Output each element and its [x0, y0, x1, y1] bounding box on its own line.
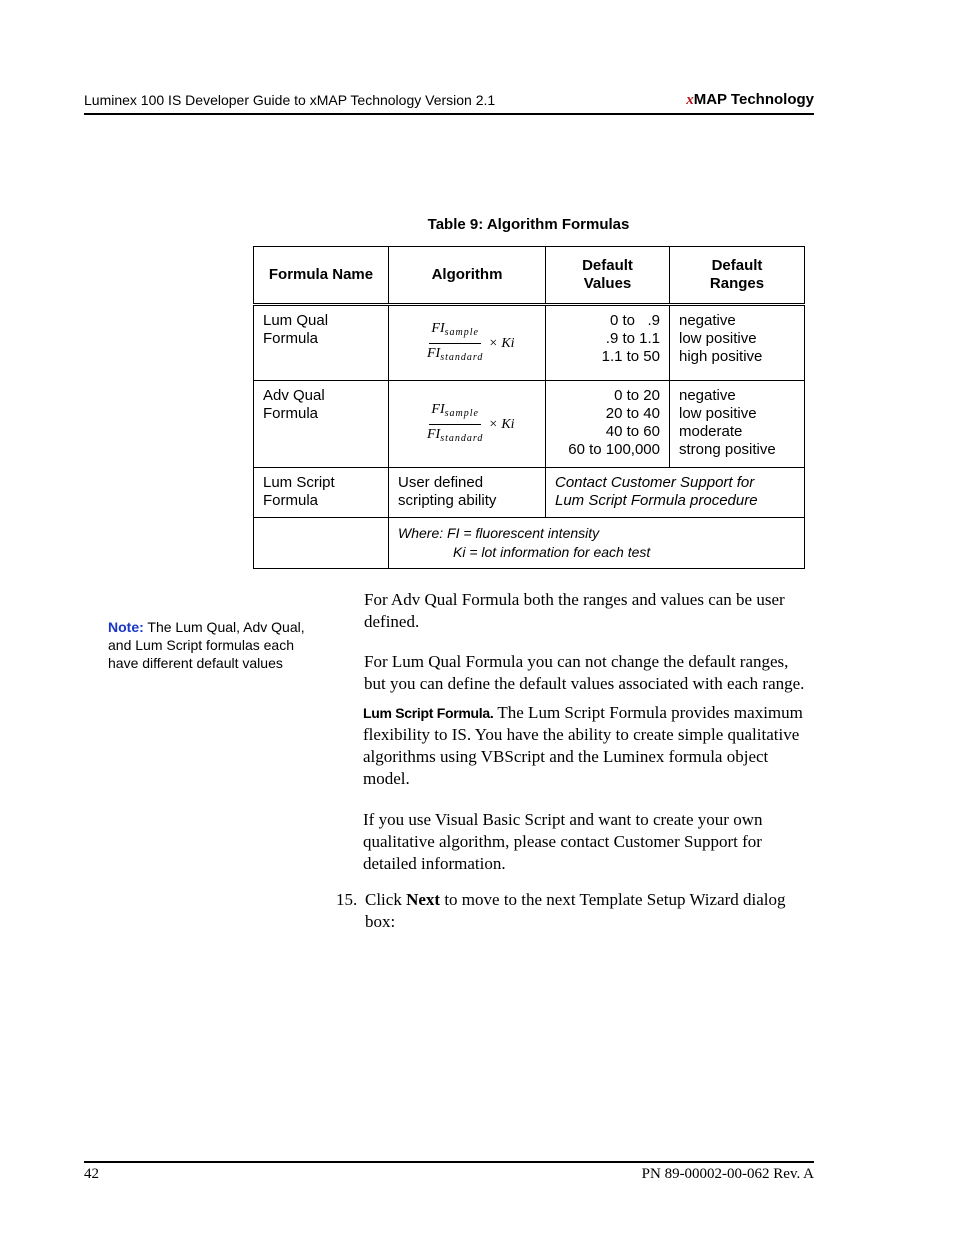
formula-name-cell: Adv Qual Formula: [254, 381, 389, 468]
algorithm-formula-cell: [389, 381, 546, 468]
col-header-default-values: Default Values: [546, 247, 670, 305]
formula-name-cell: Lum Script Formula: [254, 468, 389, 518]
ratio-formula: [425, 320, 515, 367]
table-footnote-row: [254, 518, 805, 569]
note-text: The Lum Qual, Adv Qual, and Lum Script formulas each have different default values: [108, 619, 305, 671]
value-line: 60 to 100,000: [568, 441, 660, 458]
paragraph-runin-heading: Lum Script Formula.: [363, 705, 494, 721]
margin-note: [108, 618, 328, 672]
where-line-ki: Ki = lot information for each test: [453, 544, 651, 560]
step-text-post: to move to the next Template Setup Wizard dialog box:: [365, 890, 786, 931]
numerator: FI: [431, 321, 445, 336]
running-header-brand: [686, 91, 814, 109]
range-line: low positive: [679, 330, 757, 347]
default-ranges-cell: [670, 381, 805, 468]
range-line: negative: [679, 387, 736, 404]
ratio-formula: [425, 401, 515, 448]
denominator-subscript: standard: [440, 352, 484, 363]
value-line: 20 to 40: [605, 405, 660, 422]
factor: Ki: [501, 416, 515, 432]
times-symbol: ×: [489, 335, 498, 351]
range-line: strong positive: [679, 441, 776, 458]
default-values-cell: [546, 381, 670, 468]
range-line: high positive: [679, 348, 763, 365]
part-number: PN 89-00002-00-062 Rev. A: [641, 1166, 814, 1182]
numerator: FI: [431, 402, 445, 417]
table-caption: Table 9: Algorithm Formulas: [427, 216, 630, 233]
range-line: low positive: [679, 405, 757, 422]
empty-cell: [254, 518, 389, 569]
denominator: FI: [427, 427, 441, 442]
default-ranges-cell: [670, 305, 805, 381]
value-line: 1.1 to 50: [601, 348, 660, 365]
table-row: [254, 305, 805, 381]
running-header-title: Luminex 100 IS Developer Guide to xMAP Technology Version 2.1: [84, 92, 496, 108]
step-number: 15.: [336, 890, 358, 909]
numerator-subscript: sample: [444, 408, 479, 419]
value-line: 0 to 20: [614, 387, 660, 404]
formula-name-cell: Lum Qual Formula: [254, 305, 389, 381]
value-line: .9 to 1.1: [605, 330, 660, 347]
col-header-default-ranges: Default Ranges: [670, 247, 805, 305]
default-values-cell: [546, 305, 670, 381]
step-text-pre: Click: [365, 890, 407, 909]
range-line: moderate: [679, 423, 743, 440]
paragraph-text: The Lum Script Formula provides maximum flexibility to IS. You have the ability to create simple qualitative algorithms using VBScript and the Luminex formula object model.: [363, 703, 803, 788]
page-number: 42: [84, 1166, 99, 1182]
algorithm-formulas-table: [253, 246, 805, 569]
paragraph-visual-basic: If you use Visual Basic Script and want to create your own qualitative algorithm, please contact Customer Support for detailed information.: [363, 810, 763, 873]
value-line: 40 to 60: [605, 423, 660, 440]
table-row: [254, 381, 805, 468]
numerator-subscript: sample: [444, 327, 479, 338]
brand-rest: MAP Technology: [693, 91, 814, 108]
range-line: negative: [679, 312, 736, 329]
where-note-cell: [389, 518, 805, 569]
note-label: Note:: [108, 619, 144, 635]
col-header-formula-name: Formula Name: [254, 247, 389, 305]
denominator: FI: [427, 346, 441, 361]
times-symbol: ×: [489, 416, 498, 432]
algorithm-formula-cell: [389, 305, 546, 381]
algorithm-cell: User defined scripting ability: [389, 468, 546, 518]
col-header-algorithm: Algorithm: [389, 247, 546, 305]
where-line-fi: Where: FI = fluorescent intensity: [398, 525, 600, 541]
paragraph-lum-qual: For Lum Qual Formula you can not change the default ranges, but you can define the default values associated with each range.: [364, 652, 805, 693]
denominator-subscript: standard: [440, 433, 484, 444]
factor: Ki: [501, 335, 515, 351]
header-rule: [84, 113, 814, 115]
value-line: 0 to .9: [609, 312, 660, 329]
paragraph-lum-script: [363, 702, 813, 790]
table-header-row: [254, 247, 805, 305]
footer-rule: [84, 1161, 814, 1163]
step-text: [365, 889, 814, 933]
brand-x: x: [686, 92, 694, 108]
next-keyword: Next: [406, 890, 441, 909]
paragraph-adv-qual: For Adv Qual Formula both the ranges and values can be user defined.: [364, 590, 785, 631]
contact-support-cell: Contact Customer Support for Lum Script Formula procedure: [546, 468, 805, 518]
table-row: [254, 468, 805, 518]
